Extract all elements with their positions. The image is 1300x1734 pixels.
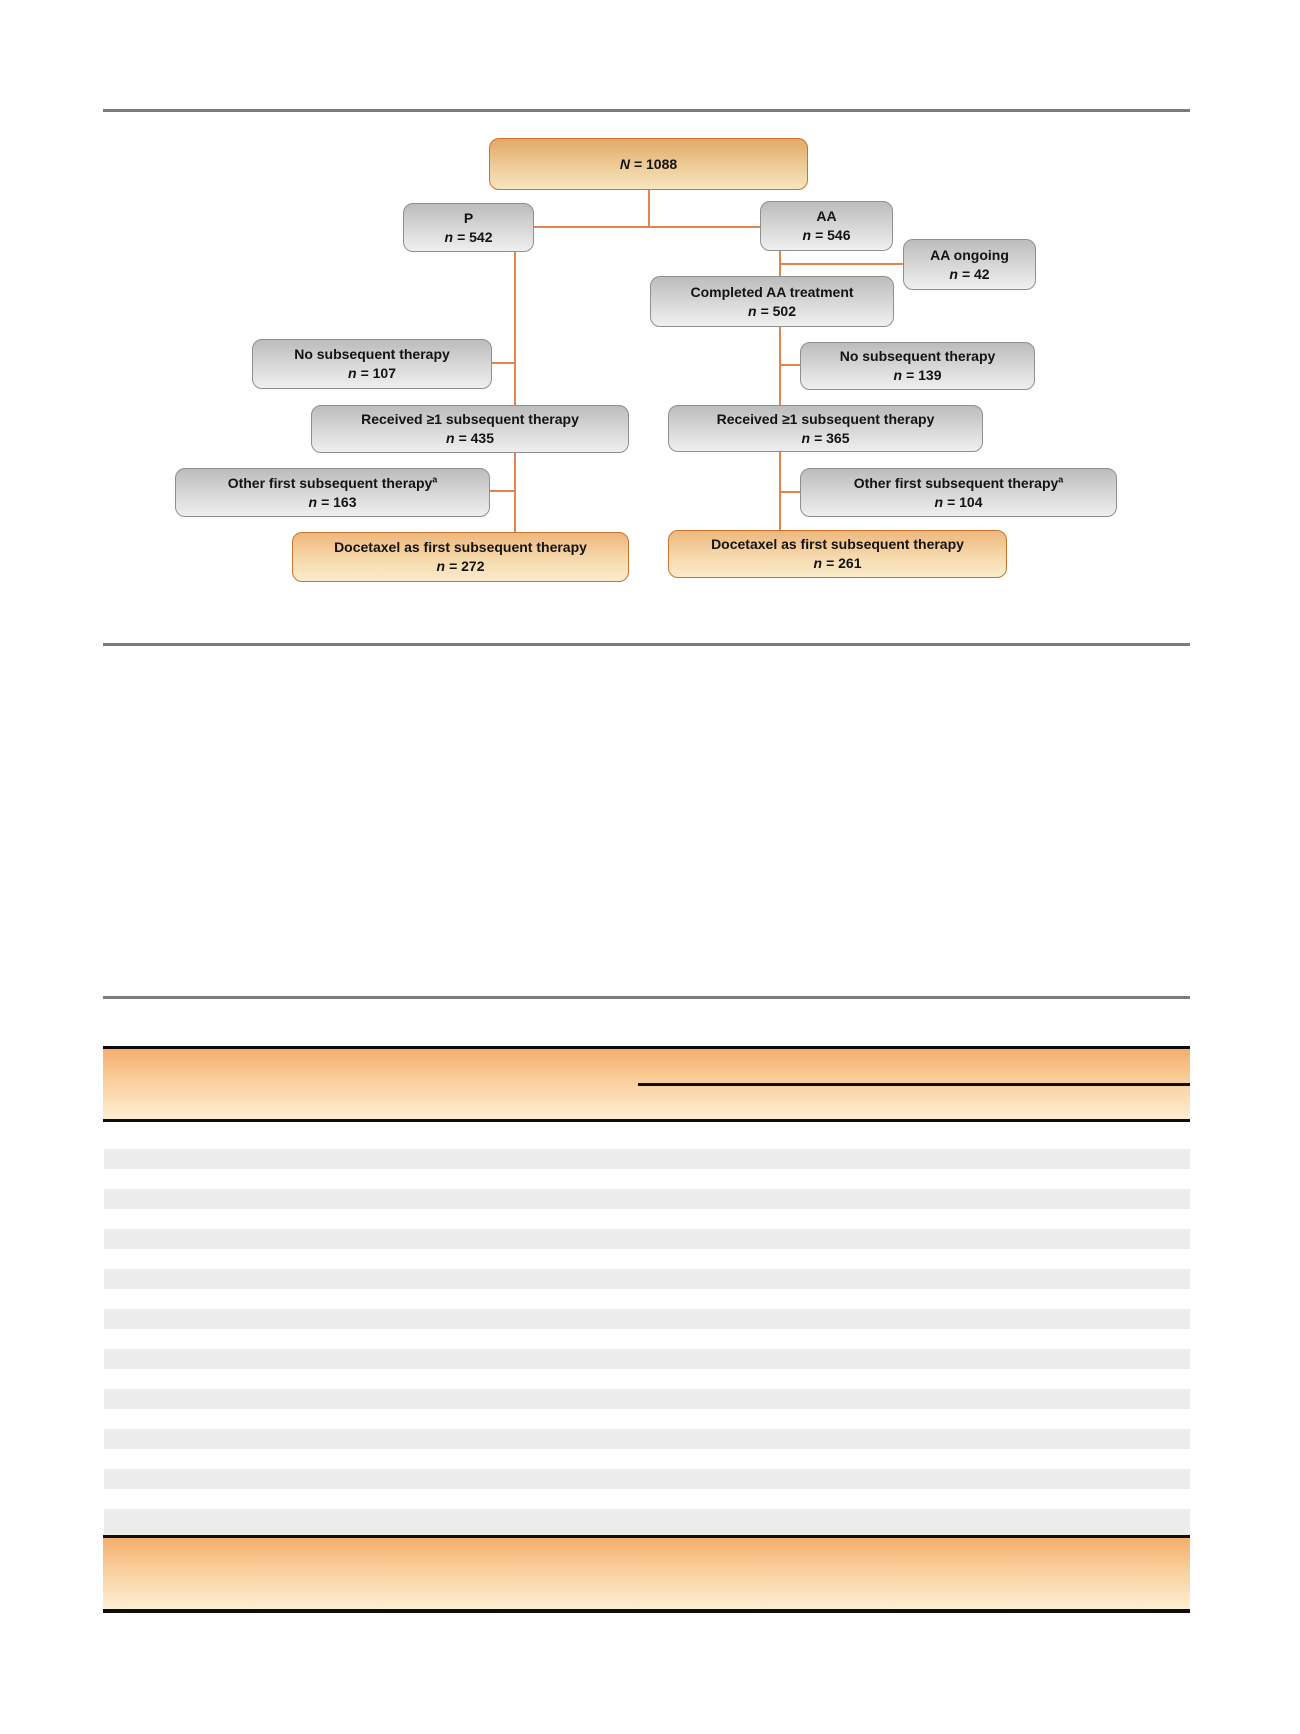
flow-box-count (445, 228, 493, 247)
flow-box-received-subsequent-aa (668, 405, 983, 452)
count-variable: N (619, 155, 630, 172)
count-value: = 104 (947, 493, 983, 510)
flow-box-label: Docetaxel as first subsequent therapy (334, 539, 587, 555)
count-value: = 163 (321, 493, 357, 510)
flow-box-count (935, 493, 983, 512)
flow-box-count (748, 302, 796, 321)
table-row-stripe (104, 1229, 1190, 1249)
footnote-marker: a (432, 473, 438, 484)
connector-other-p (490, 490, 516, 492)
table-footer-band (103, 1535, 1190, 1613)
connector-aa-ongoing (780, 263, 903, 265)
flow-box-count (894, 366, 942, 385)
table-header-spanner-rule (638, 1083, 1190, 1086)
flow-box-label: No subsequent therapy (294, 346, 450, 362)
count-variable: n (348, 365, 357, 381)
flow-box-label: Received ≥1 subsequent therapy (716, 410, 935, 427)
section-divider-rule-top (103, 109, 1190, 112)
count-variable: n (813, 555, 823, 571)
table-row-stripe (104, 1389, 1190, 1409)
count-variable: n (748, 302, 757, 319)
flow-box-count (309, 493, 357, 512)
flow-box-label (854, 474, 1064, 493)
flow-box-other-first-subsequent-p (175, 468, 490, 517)
count-value: = 261 (826, 555, 862, 571)
connector-no-subsequent-p (492, 362, 516, 364)
flow-box-total (489, 138, 808, 190)
count-value: = 435 (458, 430, 494, 446)
flow-box-docetaxel-first-subsequent-p (292, 532, 629, 582)
connector-other-aa (780, 491, 800, 493)
flow-box-label: P (463, 209, 474, 226)
flow-box-count (802, 429, 850, 448)
count-value: = 365 (814, 429, 850, 446)
flow-box-aa-arm (760, 201, 893, 251)
flow-box-count (446, 429, 494, 448)
count-value: = 1088 (633, 155, 678, 172)
flow-box-label (228, 474, 438, 493)
flow-box-no-subsequent-therapy-p (252, 339, 492, 389)
flow-box-label: Received ≥1 subsequent therapy (361, 411, 579, 427)
flow-box-count (803, 226, 851, 245)
connector-total-stub (648, 190, 650, 228)
count-value: = 139 (906, 367, 942, 383)
count-variable: n (949, 265, 958, 282)
table-row-stripe (104, 1309, 1190, 1329)
flow-box-label: AA ongoing (930, 246, 1009, 263)
flow-box-count (620, 155, 677, 174)
flow-box-label: No subsequent therapy (839, 348, 996, 364)
flow-box-no-subsequent-therapy-aa (800, 342, 1035, 390)
count-variable: n (934, 493, 944, 510)
table-row-stripe (104, 1509, 1190, 1535)
flow-box-count (437, 557, 485, 576)
count-value: = 546 (815, 227, 851, 243)
flow-box-count (949, 265, 989, 284)
flow-box-p-arm (403, 203, 534, 252)
count-variable: n (446, 430, 455, 446)
table-row-stripe (104, 1149, 1190, 1169)
count-variable: n (308, 493, 318, 510)
count-variable: n (444, 228, 454, 245)
count-value: = 542 (457, 228, 493, 245)
count-variable: n (893, 367, 903, 383)
table-row-stripe (104, 1429, 1190, 1449)
flow-box-count (814, 554, 862, 573)
table-row-stripe (104, 1189, 1190, 1209)
count-value: = 107 (360, 365, 396, 381)
flow-box-docetaxel-first-subsequent-aa (668, 530, 1007, 578)
connector-no-subsequent-aa (780, 364, 800, 366)
flow-box-received-subsequent-p (311, 405, 629, 453)
table-row-stripe (104, 1469, 1190, 1489)
count-value: = 42 (961, 265, 990, 282)
flow-box-aa-ongoing (903, 239, 1036, 290)
label-text: Other first subsequent therapy (227, 474, 433, 491)
flow-box-label: Completed AA treatment (690, 283, 854, 300)
section-divider-rule-bottom (103, 996, 1190, 999)
flow-box-count (348, 364, 396, 383)
label-text: Other first subsequent therapy (853, 474, 1059, 491)
table-row-stripe (104, 1349, 1190, 1369)
section-divider-rule-middle (103, 643, 1190, 646)
connector-arms-horizontal (534, 226, 760, 228)
count-value: = 272 (449, 558, 485, 574)
count-variable: n (802, 227, 812, 243)
flow-box-completed-aa-treatment (650, 276, 894, 327)
footnote-marker: a (1058, 473, 1064, 484)
flow-box-other-first-subsequent-aa (800, 468, 1117, 517)
count-variable: n (436, 558, 446, 574)
table-row-stripe (104, 1269, 1190, 1289)
count-variable: n (801, 429, 811, 446)
count-value: = 502 (760, 302, 796, 319)
flow-box-label: AA (816, 208, 837, 224)
flow-box-label: Docetaxel as first subsequent therapy (711, 536, 964, 552)
